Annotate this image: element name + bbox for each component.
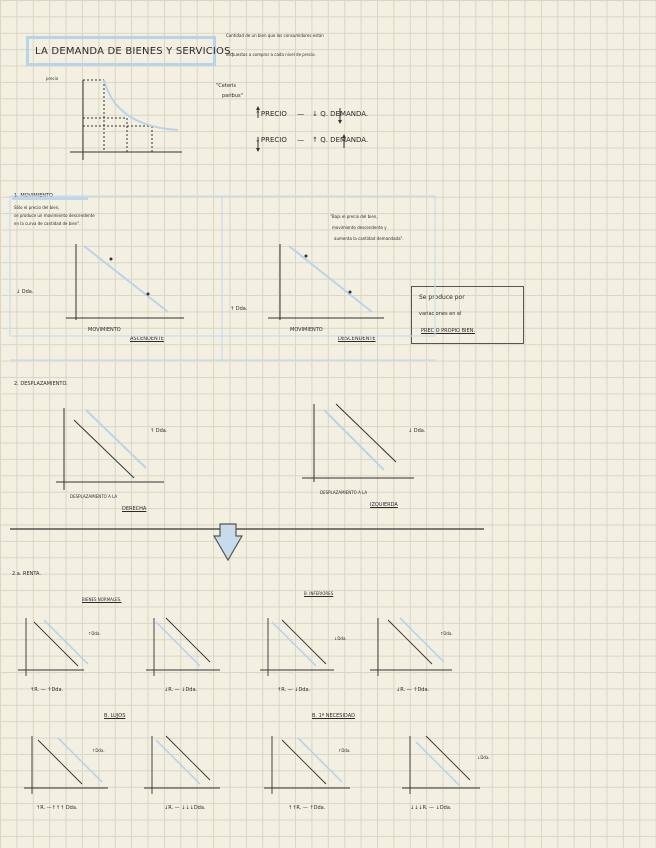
renta-row1-label-3: ↑R. — ↓Dda. (277, 687, 311, 693)
group-inferiores: B. INFERIORES (304, 591, 334, 596)
rule-2: ↓PRECIO — ↑ Q. DEMANDA. (255, 136, 369, 144)
rule-1-label: PRECIO (260, 110, 287, 118)
section-2-left-caption-2: DERECHA (122, 506, 147, 512)
group-normales: BIENES NORMALES. (82, 597, 122, 602)
section-1-left-side: ↓ Dda. (16, 289, 34, 295)
section-2-left-side: ↑ Dda. (150, 428, 168, 434)
section-2-right-side: ↓ Dda. (408, 428, 426, 434)
ceteris-note-1: "Ceteris (216, 83, 236, 89)
note-box-line-3: PRECIO PROPIO BIEN. (421, 328, 475, 334)
renta-row2-label-1: ↑R. —↑↑↑ Dda. (36, 805, 78, 811)
renta-row2-label-4: ↓↓↓R. — ↓Dda. (410, 805, 452, 811)
section-1-desc-1: Sólo el precio del bien, (14, 205, 60, 210)
note-box-line-2: variaciones en el (419, 311, 462, 317)
page-title: LA DEMANDA DE BIENES Y SERVICIOS. (35, 45, 235, 57)
renta-row1-label-2: ↓R. — ↓Dda. (164, 687, 198, 693)
axis-price-label-1: precio (46, 76, 59, 81)
section-1-quote-3: aumenta la cantidad demandada". (334, 236, 404, 241)
group-lujos: B. LUJOS (104, 713, 126, 719)
rule-1: ↑PRECIO — ↓ Q. DEMANDA. (255, 110, 369, 118)
section-1-right-side: ↑ Dda. (230, 306, 248, 312)
renta-row2-label-2: ↓R. — ↓↓↓Dda. (164, 805, 206, 811)
section-1-right-caption-2: DESCENDENTE (338, 336, 376, 342)
section-renta-heading: 2.a. RENTA. (12, 571, 41, 577)
renta-row2-side-1: ↑Dda. (92, 748, 105, 753)
section-2-right-caption-2: IZQUIERDA (370, 502, 398, 508)
section-1-desc-3: en la curva de cantidad de bien". (14, 221, 81, 226)
section-2-heading: 2. DESPLAZAMIENTO. (14, 381, 68, 387)
renta-row2-side-3: ↑Dda. (338, 748, 351, 753)
renta-row2-label-3: ↑↑R. — ↑Dda. (288, 805, 326, 811)
note-box-line-1: Se produce por (419, 294, 465, 301)
section-1-heading: 1. MOVIMIENTO (14, 193, 54, 199)
rule-1-result: Q. DEMANDA. (320, 110, 369, 118)
subtitle-line-2: dispuestos a comprar a cada nivel de precio. (226, 52, 316, 57)
ceteris-note-2: paribus" (222, 93, 243, 99)
section-1-desc-2: se produce un movimiento descendente (14, 213, 95, 218)
section-1-quote-2: movimiento descendente y (332, 225, 387, 230)
renta-row1-side-4: ↑Dda. (440, 631, 453, 636)
section-1-left-caption-2: ASCENDENTE (130, 336, 164, 342)
rule-2-arrow: ↓ (255, 136, 261, 144)
renta-row1-side-3: ↓Dda. (334, 636, 347, 641)
renta-row1-side-1: ↑Dda. (88, 631, 101, 636)
section-1-quote-1: "Baja el precio del bien, (330, 214, 378, 219)
renta-row2-side-4: ↓Dda. (477, 755, 490, 760)
renta-row1-label-1: ↑R. — ↑Dda. (30, 687, 64, 693)
section-1-right-caption-1: MOVIMIENTO (290, 327, 323, 333)
group-necesidad: B. 1ª NECESIDAD (312, 713, 355, 719)
rule-2-label: PRECIO (260, 136, 287, 144)
subtitle-line-1: Cantidad de un bien que los consumidores están (226, 33, 324, 38)
demand-curve-chart (70, 80, 182, 160)
section-2-left-caption-1: DESPLAZAMIENTO A LA (70, 494, 118, 499)
rule-2-result: Q. DEMANDA. (320, 136, 369, 144)
section-2-right-caption-1: DESPLAZAMIENTO A LA (320, 490, 368, 495)
section-1-left-caption-1: MOVIMIENTO (88, 327, 121, 333)
rule-1-arrow: ↑ (255, 110, 261, 118)
renta-row1-label-4: ↓R. — ↑Dda. (396, 687, 430, 693)
